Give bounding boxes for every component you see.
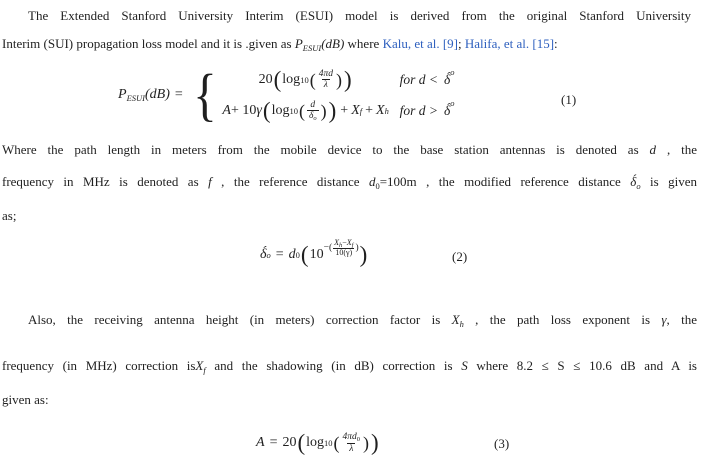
text-segment: o xyxy=(636,181,641,191)
text-segment: is given xyxy=(640,174,697,189)
symbol-X: X xyxy=(334,237,340,247)
text-segment: : xyxy=(554,36,558,51)
delta-subscript: o xyxy=(313,115,317,122)
numerator: d xyxy=(310,99,316,110)
X-subscript: f xyxy=(351,241,354,249)
text-segment: d xyxy=(649,142,657,157)
text-segment: =100m , the modified reference distance xyxy=(379,174,631,189)
equation-3: A = 20 ( log 10 ( $\frac{4\pi d_0}{\lambda}$ ) ) xyxy=(256,430,379,455)
case1-condition: for d < δ́ o xyxy=(399,66,455,87)
fraction xyxy=(318,69,334,91)
case2-expression: A + 10 γ ( log 10 ( $\frac{d}{\delta_o}$ ) ) + X f + X h xyxy=(222,97,389,123)
lhs-args: (dB) xyxy=(144,87,170,102)
text-segment: , the reference distance xyxy=(211,174,369,189)
fraction xyxy=(307,100,319,122)
paragraph-line: The Extended Stanford University Interim (ESUI) model is derived from the original Stanford University xyxy=(28,8,691,23)
equals-sign: = xyxy=(174,87,183,102)
case1-expression: 20 ( log 10 ( $\frac{4\pi d}{\lambda}$ ) ) xyxy=(258,66,352,92)
text-segment: where 8.2 ≤ S ≤ 10.6 dB and A is xyxy=(467,358,697,373)
text-segment: X xyxy=(195,358,204,373)
text-segment: and the shadowing (in dB) correction is xyxy=(205,358,462,373)
text-segment: where xyxy=(344,36,383,51)
case-row-2 xyxy=(220,95,455,126)
condition-text: for d < xyxy=(399,71,438,87)
denominator: λ xyxy=(323,80,328,90)
denominator: λ xyxy=(349,443,354,454)
plus-sign: + xyxy=(365,102,374,118)
text-segment: γ xyxy=(661,312,667,327)
text-segment: , the xyxy=(656,142,697,157)
text-segment: , the xyxy=(666,312,697,327)
equation-number: (1) xyxy=(561,92,577,107)
paragraph-line: given as: xyxy=(2,392,49,407)
paragraph-line xyxy=(2,141,697,175)
text-segment: δ́ xyxy=(630,174,637,189)
X-subscript: h xyxy=(339,241,343,249)
cases-brace: { xyxy=(192,62,217,127)
denominator: 10(γ) xyxy=(335,247,353,257)
symbol-P: P xyxy=(118,87,127,102)
paragraph-line xyxy=(2,173,697,207)
numerator xyxy=(342,432,362,442)
d-subscript: 0 xyxy=(356,436,361,444)
text-segment: h xyxy=(459,319,464,329)
symbol-A: A xyxy=(256,435,265,450)
citation-link[interactable]: Kalu, et al. [9] xyxy=(382,36,459,51)
symbol-delta: δ́ xyxy=(260,247,267,262)
symbol-delta: δ́ xyxy=(444,102,451,118)
text-segment: f xyxy=(208,174,212,189)
paragraph-line xyxy=(2,35,697,52)
numerator xyxy=(333,239,354,248)
log-function: log xyxy=(306,435,325,450)
subscript-ESUI: ESUI xyxy=(126,93,145,103)
minus-sign: − xyxy=(342,237,347,247)
log-function: log xyxy=(282,71,301,87)
base-ten: 10 xyxy=(309,247,324,262)
citation-link[interactable]: Halifa, et al. [15] xyxy=(464,36,555,51)
text-segment: (dB) xyxy=(321,36,345,51)
text-segment: ; xyxy=(458,36,465,51)
plus-sign: + xyxy=(340,102,349,118)
symbol-A: A xyxy=(222,102,231,118)
equation-number: (3) xyxy=(494,436,510,451)
symbol-X: X xyxy=(376,102,385,118)
symbol-delta: δ́ xyxy=(444,71,451,87)
coefficient: 20 xyxy=(282,435,297,450)
text-segment: d xyxy=(368,174,376,189)
numerator: 4πd xyxy=(318,68,333,79)
denominator xyxy=(307,110,319,121)
text-segment: , the path loss exponent is xyxy=(463,312,662,327)
equation-1 xyxy=(118,64,455,126)
equation-2: δ́ o = d 0 ( 10 −( $\frac{X_h-X_f}{10(\gamma)}$ ) ) xyxy=(260,237,368,267)
text-segment: Where the path length in meters from the mobile device to the base station antennas is denoted as xyxy=(2,142,650,157)
paragraph-line xyxy=(2,357,697,391)
text-segment: ESUI xyxy=(302,43,322,53)
plus-coefficient: + 10 xyxy=(230,102,257,118)
text-segment: 0 xyxy=(375,181,380,191)
text-segment: Also, the receiving antenna height (in meters) correction factor is xyxy=(28,312,452,327)
fraction xyxy=(342,432,362,454)
paragraph-line: as; xyxy=(2,208,17,223)
numerator-base: 4πd xyxy=(342,432,357,443)
coefficient: 20 xyxy=(258,71,273,87)
exponent-fraction xyxy=(333,239,354,258)
equals-sign: = xyxy=(275,247,284,262)
text-segment: frequency in MHz is denoted as xyxy=(2,174,209,189)
symbol-d: d xyxy=(288,247,296,262)
text-segment: frequency (in MHz) correction is xyxy=(2,358,196,373)
equals-sign: = xyxy=(269,435,278,450)
equation-lhs xyxy=(118,87,188,103)
log-function: log xyxy=(271,102,290,118)
condition-text: for d > xyxy=(399,102,438,118)
symbol-gamma: γ xyxy=(256,102,262,118)
text-segment: f xyxy=(203,365,206,375)
exponent: −( $\frac{X_h-X_f}{10(\gamma)}$ ) xyxy=(323,237,359,257)
paragraph-line xyxy=(28,311,697,345)
cases-block xyxy=(220,64,455,126)
symbol-X: X xyxy=(346,237,352,247)
symbol-delta: δ xyxy=(308,111,314,121)
text-segment: Interim (SUI) propagation loss model and it is .given as xyxy=(2,36,295,51)
case2-condition: for d > δ́ o xyxy=(399,97,455,118)
equation-number: (2) xyxy=(452,249,468,264)
text-segment: P xyxy=(294,36,303,51)
text-segment: S xyxy=(461,358,468,373)
text-segment: X xyxy=(451,312,460,327)
symbol-X: X xyxy=(351,102,360,118)
case-row-1 xyxy=(220,64,455,95)
